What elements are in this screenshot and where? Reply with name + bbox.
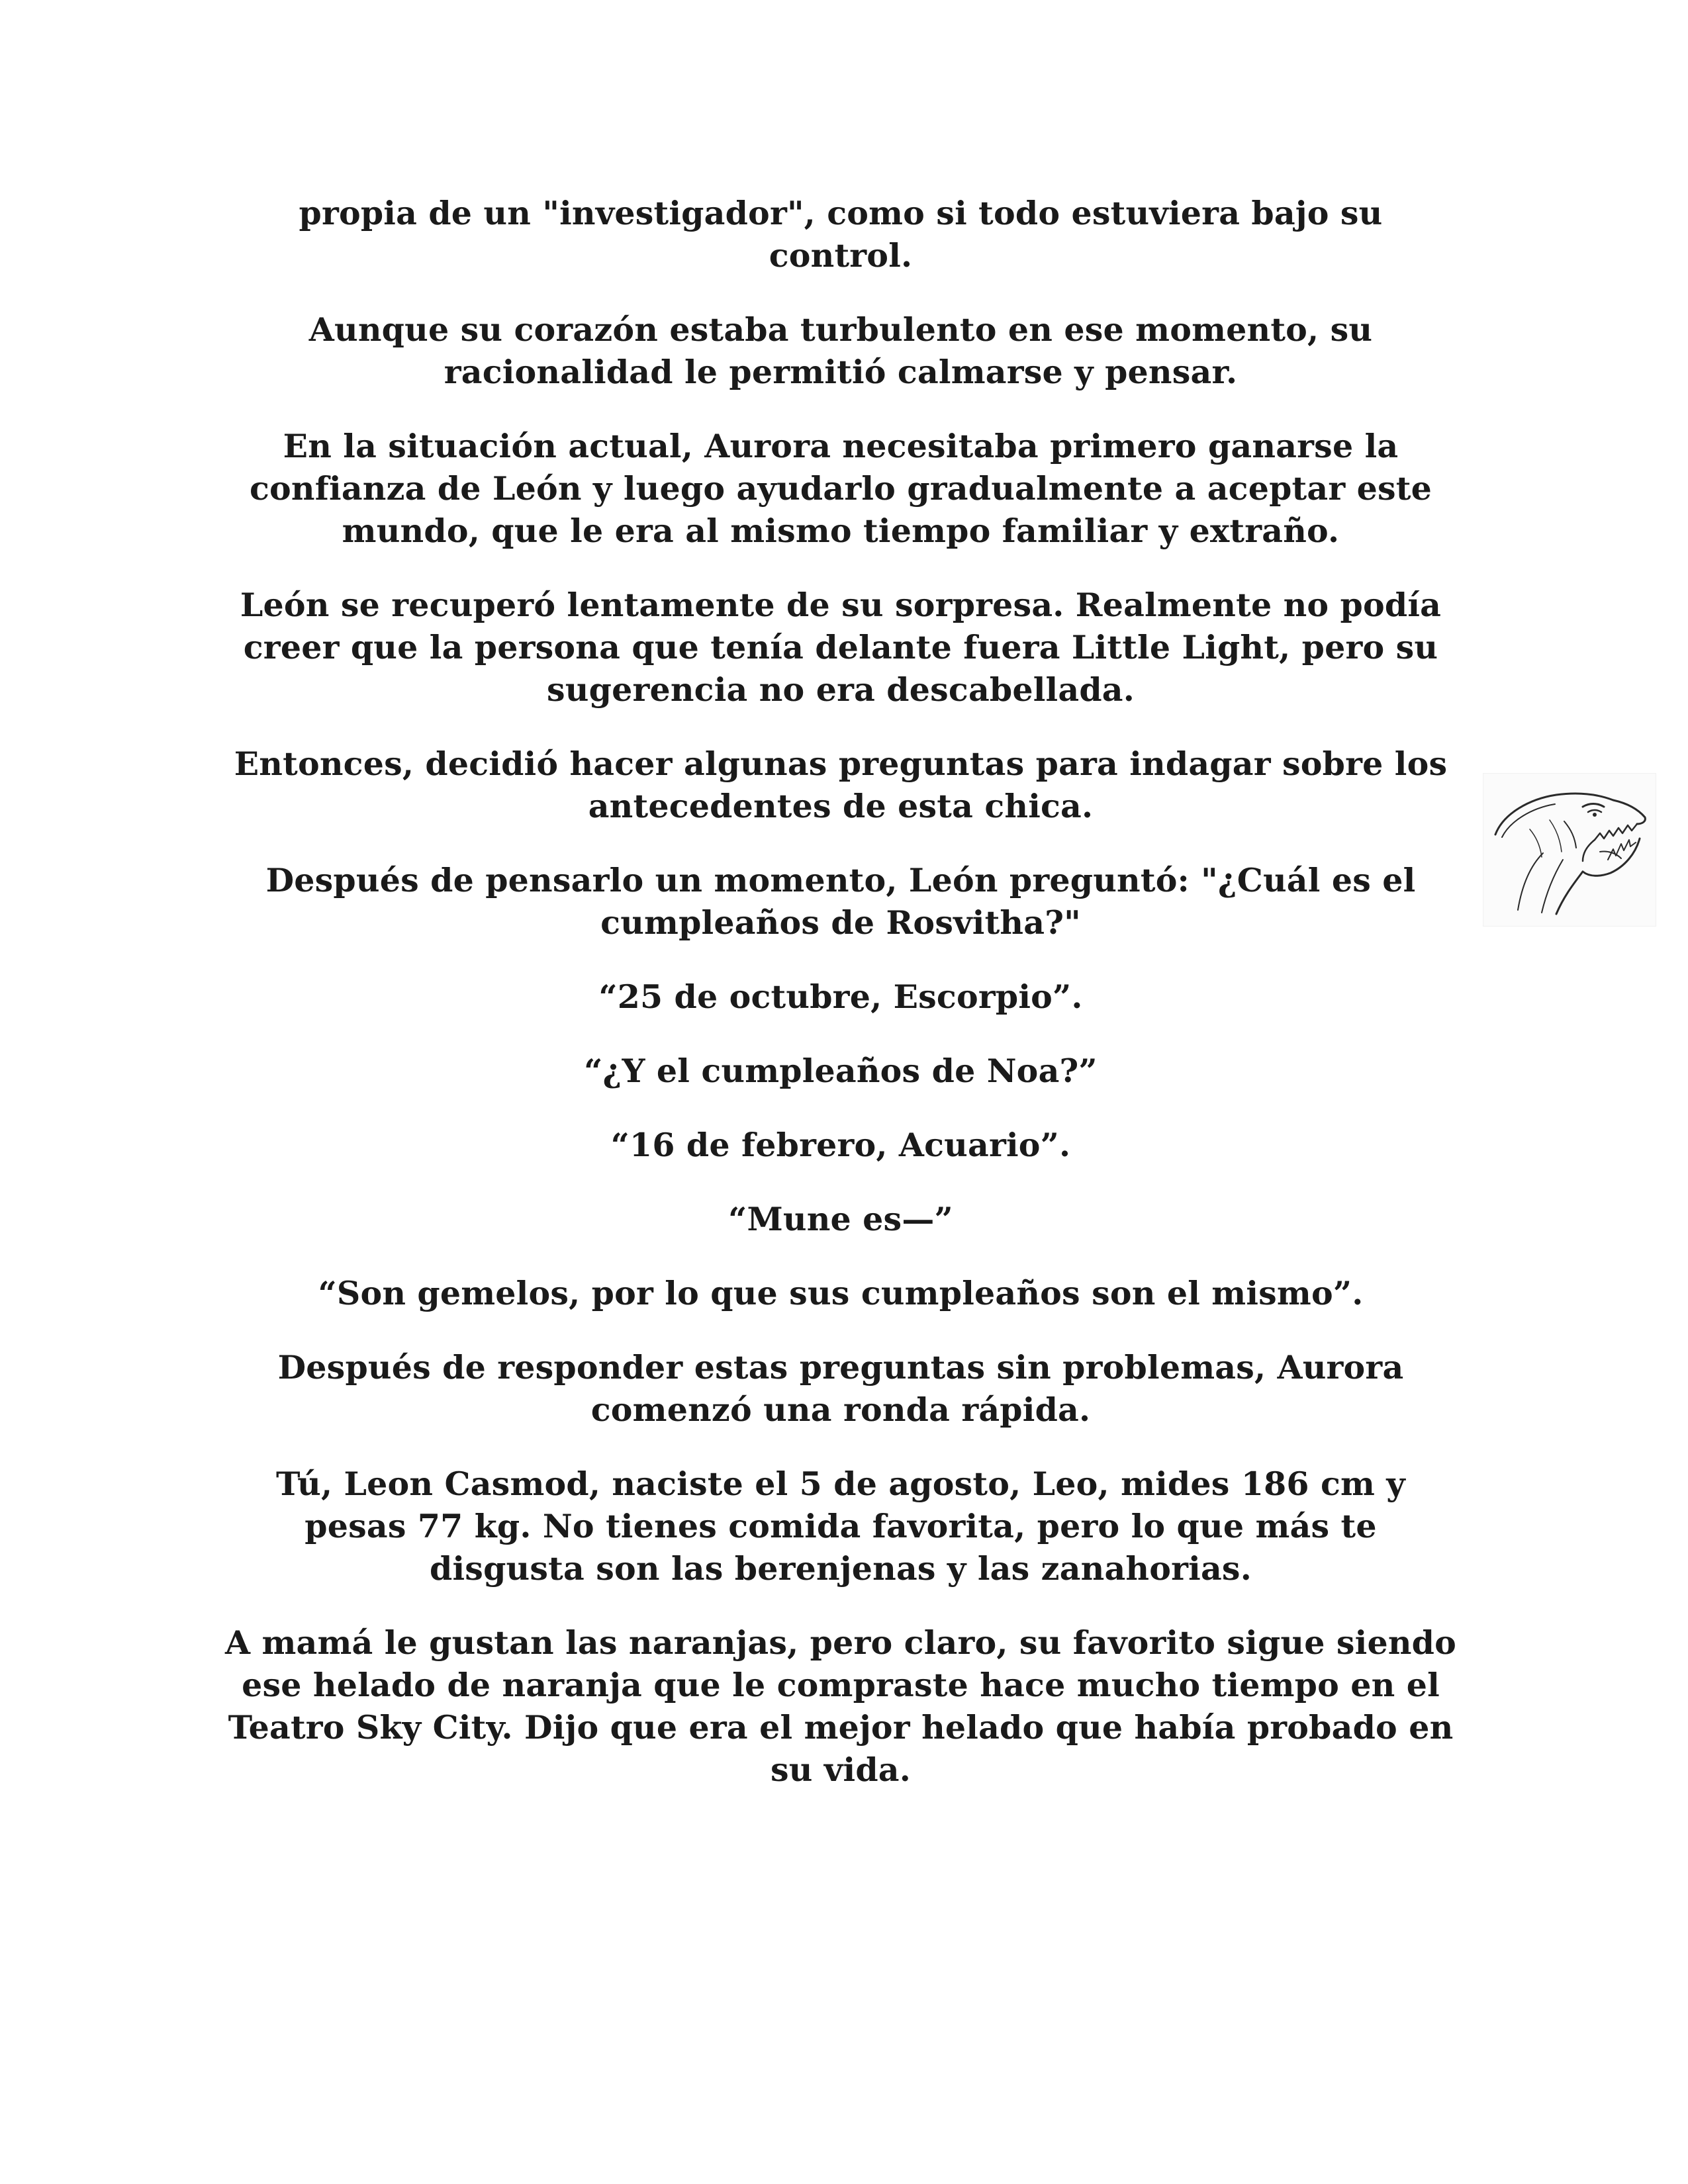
dialogue-line: “Son gemelos, por lo que sus cumpleaños son el mismo”.: [318, 1274, 1364, 1312]
dialogue-line: “25 de octubre, Escorpio”.: [598, 978, 1083, 1016]
dialogue-line: “Mune es—”: [728, 1200, 953, 1238]
paragraph: Después de pensarlo un momento, León preguntó: "¿Cuál es el cumpleaños de Rosvitha?": [265, 861, 1416, 942]
paragraph: A mamá le gustan las naranjas, pero claro, su favorito sigue siendo ese helado de naranja que le compraste hace mucho tiempo en el Teatro Sky City. Dijo que era el mejor helado que había probado en su vida.: [225, 1623, 1457, 1789]
dialogue-line: “16 de febrero, Acuario”.: [610, 1126, 1071, 1164]
dialogue-line: “¿Y el cumpleaños de Noa?”: [584, 1052, 1098, 1090]
text-body: [225, 192, 1456, 1823]
paragraph: Después de responder estas preguntas sin problemas, Aurora comenzó una ronda rápida.: [277, 1348, 1404, 1429]
paragraph: León se recuperó lentamente de su sorpresa. Realmente no podía creer que la persona que tenía delante fuera Little Light, pero su sugerencia no era descabellada.: [240, 586, 1442, 709]
paragraph: En la situación actual, Aurora necesitaba primero ganarse la confianza de León y luego ayudarlo gradualmente a aceptar este mundo, que le era al mismo tiempo familiar y extraño.: [250, 427, 1432, 550]
paragraph: Aunque su corazón estaba turbulento en ese momento, su racionalidad le permitió calmarse y pensar.: [308, 310, 1373, 391]
paragraph: propia de un "investigador", como si todo estuviera bajo su control.: [299, 194, 1383, 275]
paragraph: Entonces, decidió hacer algunas preguntas para indagar sobre los antecedentes de esta chica.: [234, 745, 1448, 825]
dinosaur-head-sketch-icon: [1483, 773, 1656, 927]
paragraph: Tú, Leon Casmod, naciste el 5 de agosto, Leo, mides 186 cm y pesas 77 kg. No tienes comida favorita, pero lo que más te disgusta son las berenjenas y las zanahorias.: [276, 1465, 1405, 1588]
